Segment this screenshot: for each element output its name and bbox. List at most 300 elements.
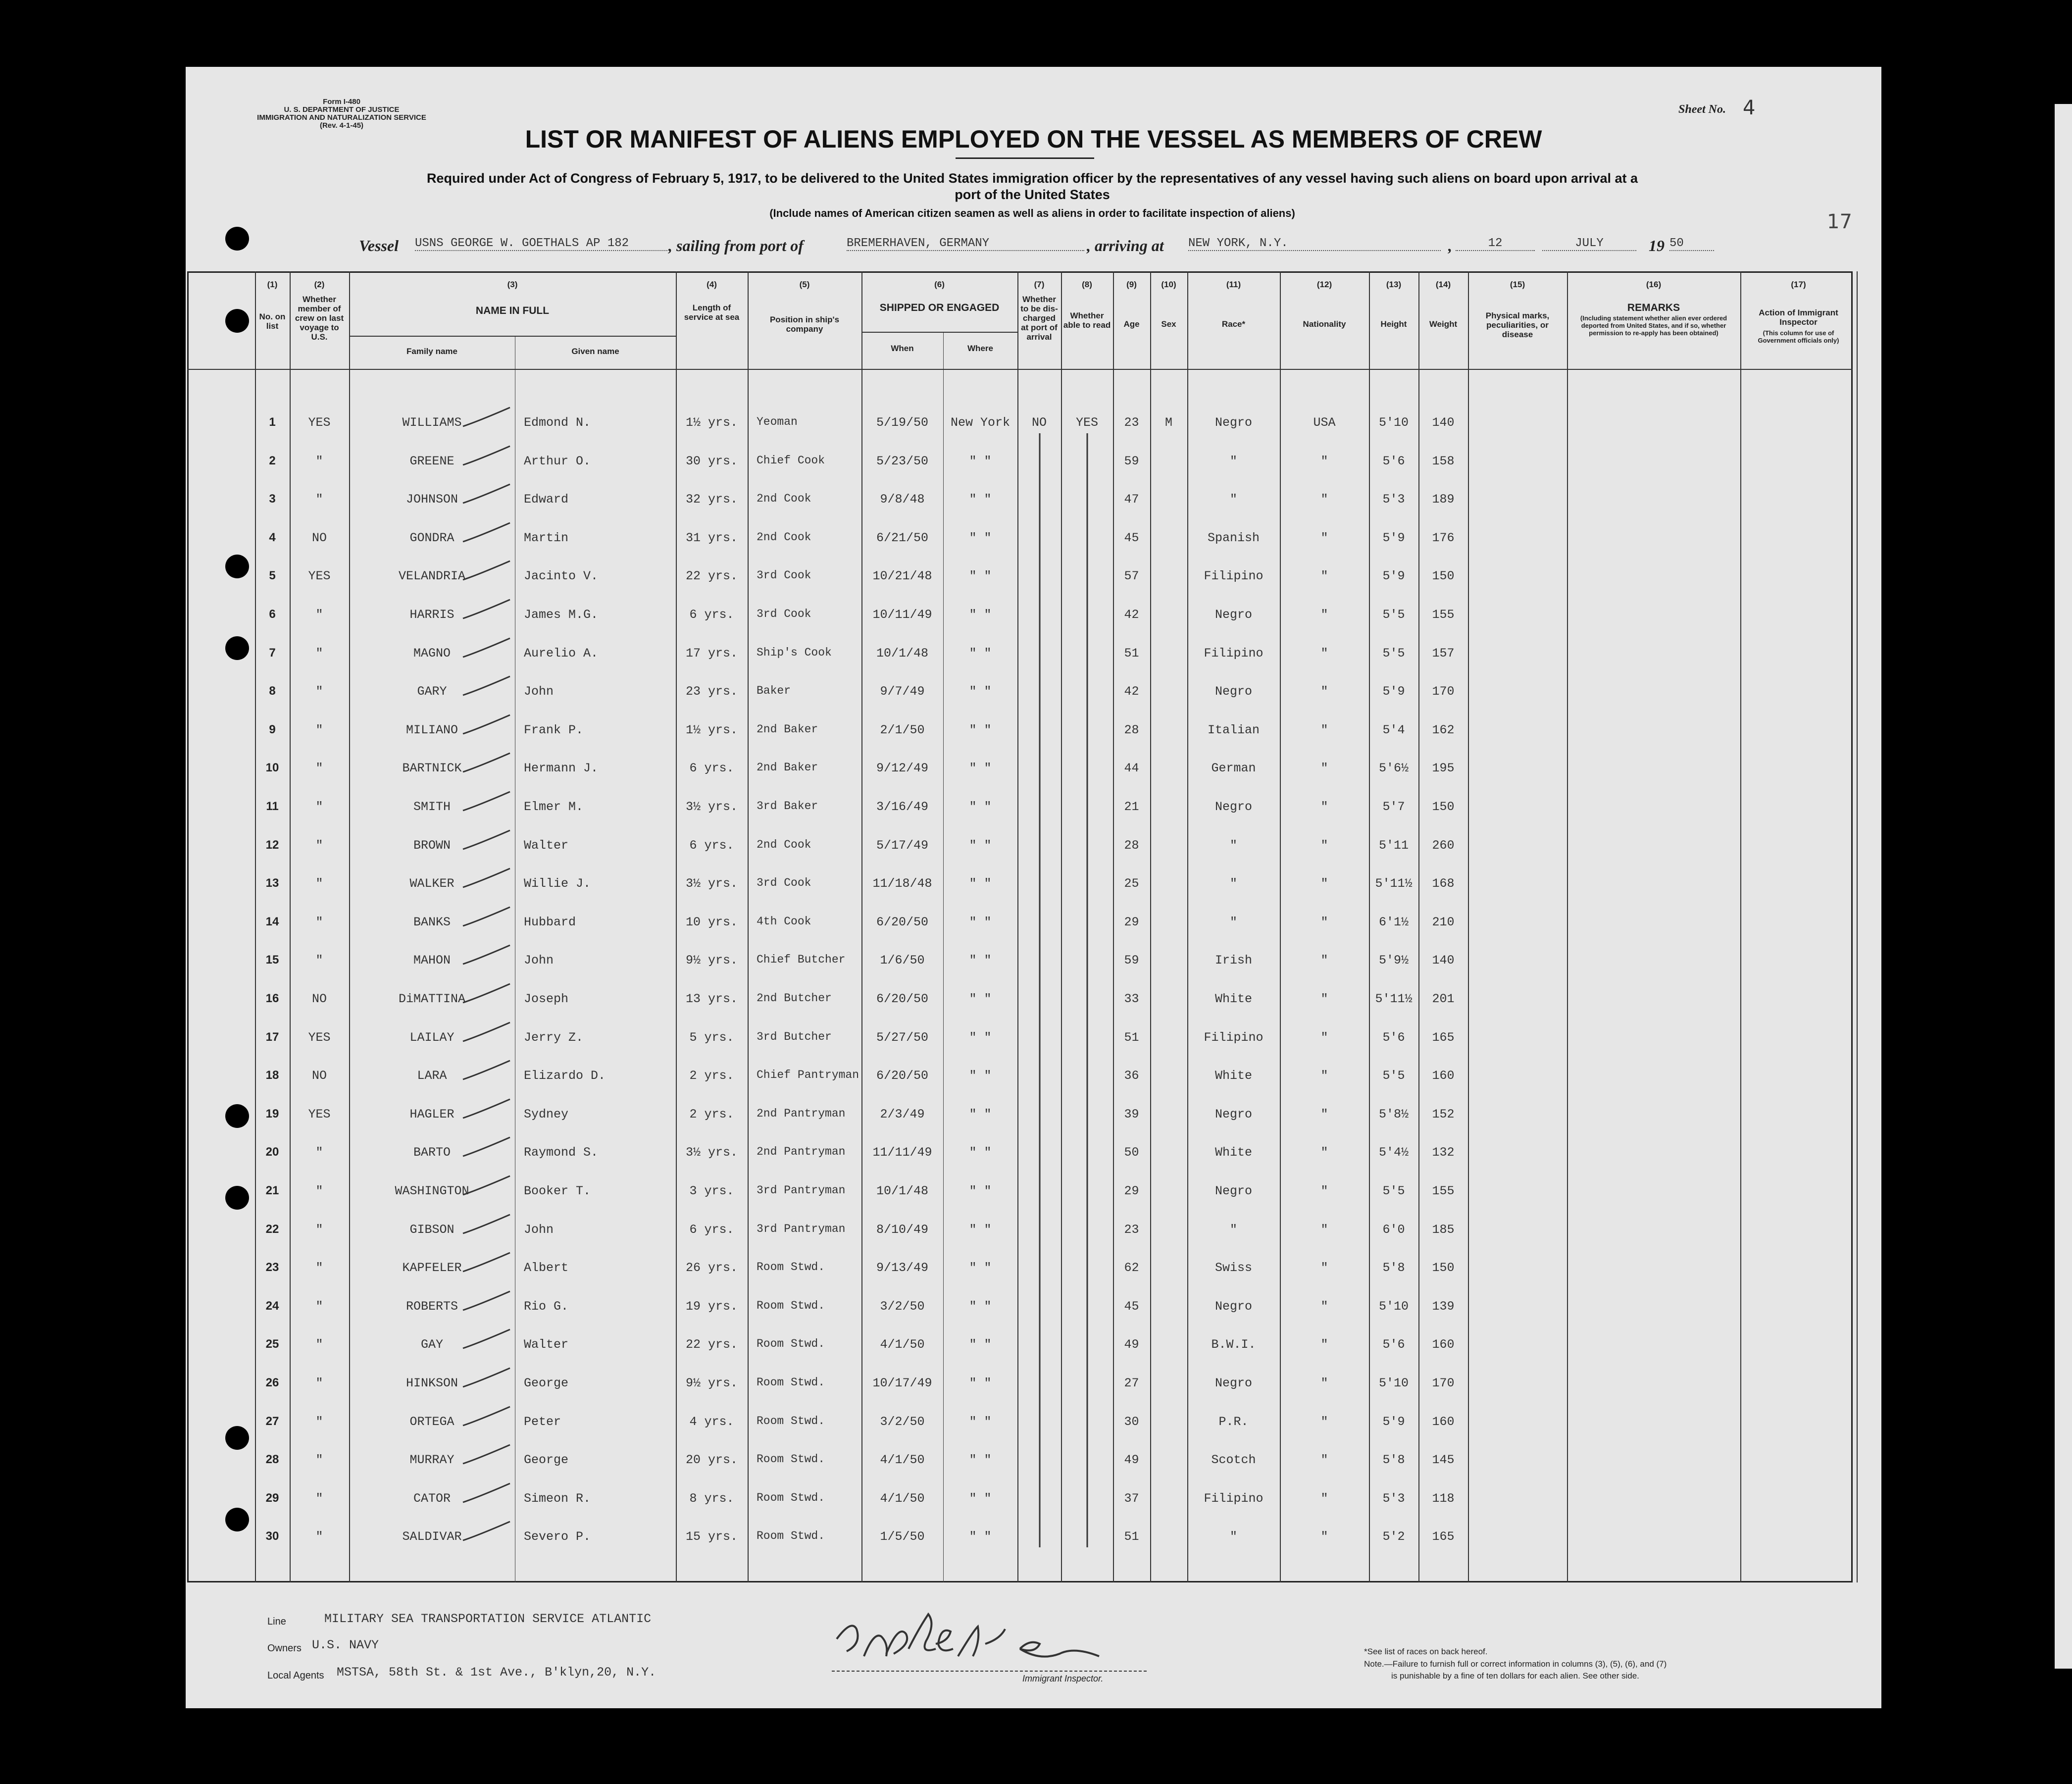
length-of-service-cell: 9½ yrs. bbox=[685, 953, 738, 968]
check-mark bbox=[463, 1253, 510, 1272]
weight-cell: 185 bbox=[1432, 1223, 1455, 1237]
given-name-cell: Walter bbox=[524, 838, 569, 853]
row-number-cell: 29 bbox=[265, 1491, 279, 1505]
member-last-voyage-cell: " bbox=[315, 1415, 323, 1429]
member-last-voyage-cell: " bbox=[315, 1337, 323, 1352]
nationality-cell: " bbox=[1320, 1145, 1328, 1160]
family-name-cell: LARA bbox=[417, 1069, 447, 1083]
given-name-cell: Joseph bbox=[524, 992, 569, 1006]
family-name-cell: DiMATTINA bbox=[398, 992, 466, 1006]
position-cell: Chief Pantryman bbox=[757, 1069, 859, 1081]
age-cell: 33 bbox=[1124, 992, 1139, 1006]
race-cell: " bbox=[1229, 876, 1237, 891]
race-note: *See list of races on back hereof. bbox=[1364, 1647, 1488, 1656]
height-cell: 6'0 bbox=[1382, 1223, 1405, 1237]
shipped-where-cell: " " bbox=[969, 1223, 992, 1237]
member-last-voyage-cell: NO bbox=[311, 1069, 327, 1083]
year-suffix: 50 bbox=[1669, 237, 1714, 251]
race-cell: " bbox=[1229, 1529, 1237, 1544]
race-cell: " bbox=[1229, 915, 1237, 929]
race-cell: Spanish bbox=[1207, 531, 1260, 545]
nationality-cell: " bbox=[1320, 1030, 1328, 1045]
position-cell: Room Stwd. bbox=[757, 1453, 825, 1466]
member-last-voyage-cell: " bbox=[315, 454, 323, 468]
position-cell: Yeoman bbox=[757, 415, 798, 428]
given-name-cell: Sydney bbox=[524, 1107, 569, 1121]
weight-cell: 189 bbox=[1432, 492, 1455, 507]
family-name-cell: WALKER bbox=[409, 876, 455, 891]
position-cell: 3rd Butcher bbox=[757, 1030, 832, 1043]
shipped-when-cell: 1/6/50 bbox=[880, 953, 925, 968]
line-value: MILITARY SEA TRANSPORTATION SERVICE ATLANTIC bbox=[324, 1612, 652, 1626]
height-cell: 5'10 bbox=[1378, 415, 1409, 430]
age-cell: 23 bbox=[1124, 1223, 1139, 1237]
given-name-cell: Peter bbox=[524, 1415, 561, 1429]
shipped-when-cell: 10/21/48 bbox=[872, 569, 932, 583]
race-cell: Filipino bbox=[1204, 569, 1263, 583]
shipped-where-cell: " " bbox=[969, 800, 992, 814]
family-name-cell: HAGLER bbox=[409, 1107, 455, 1121]
header-action: Action of Immigrant Inspector bbox=[1759, 308, 1838, 327]
member-last-voyage-cell: YES bbox=[308, 569, 331, 583]
nationality-cell: " bbox=[1320, 454, 1328, 468]
family-name-cell: HARRIS bbox=[409, 608, 455, 622]
weight-cell: 160 bbox=[1432, 1337, 1455, 1352]
race-cell: Filipino bbox=[1204, 1491, 1263, 1506]
shipped-when-cell: 10/1/48 bbox=[876, 646, 929, 661]
position-cell: 3rd Pantryman bbox=[757, 1184, 846, 1197]
shipped-where-cell: " " bbox=[969, 992, 992, 1006]
check-mark bbox=[463, 676, 510, 695]
given-name-cell: Edward bbox=[524, 492, 569, 507]
row-number-cell: 30 bbox=[265, 1529, 279, 1543]
shipped-when-cell: 3/16/49 bbox=[876, 800, 929, 814]
height-cell: 5'9 bbox=[1382, 569, 1405, 583]
position-cell: 3rd Cook bbox=[757, 876, 811, 889]
family-name-cell: GIBSON bbox=[409, 1223, 455, 1237]
col-num-1: (1) bbox=[267, 280, 278, 289]
height-cell: 6'1½ bbox=[1378, 915, 1409, 929]
shipped-where-cell: " " bbox=[969, 1491, 992, 1506]
age-cell: 37 bbox=[1124, 1491, 1139, 1506]
nationality-cell: " bbox=[1320, 992, 1328, 1006]
given-name-cell: Elmer M. bbox=[524, 800, 584, 814]
family-name-cell: MURRAY bbox=[409, 1453, 455, 1467]
nationality-cell: " bbox=[1320, 1184, 1328, 1198]
year-prefix: 19 bbox=[1649, 237, 1665, 255]
row-number-cell: 13 bbox=[265, 876, 279, 890]
row-number-cell: 7 bbox=[269, 646, 276, 660]
given-name-cell: James M.G. bbox=[524, 608, 599, 622]
check-mark bbox=[463, 1137, 510, 1156]
length-of-service-cell: 13 yrs. bbox=[685, 992, 738, 1006]
nationality-cell: " bbox=[1320, 569, 1328, 583]
shipped-where-cell: " " bbox=[969, 531, 992, 545]
family-name-cell: ORTEGA bbox=[409, 1415, 455, 1429]
weight-cell: 160 bbox=[1432, 1415, 1455, 1429]
header-where: Where bbox=[967, 344, 993, 353]
given-name-cell: John bbox=[524, 953, 554, 968]
shipped-when-cell: 5/17/49 bbox=[876, 838, 929, 853]
height-cell: 5'11 bbox=[1378, 838, 1409, 853]
member-last-voyage-cell: " bbox=[315, 1145, 323, 1160]
given-name-cell: Jerry Z. bbox=[524, 1030, 584, 1045]
form-rev: (Rev. 4-1-45) bbox=[319, 121, 364, 130]
header-nationality: Nationality bbox=[1303, 319, 1346, 329]
nationality-cell: " bbox=[1320, 915, 1328, 929]
shipped-where-cell: " " bbox=[969, 1030, 992, 1045]
col-num-7: (7) bbox=[1034, 280, 1045, 289]
arriving-value: NEW YORK, N.Y. bbox=[1188, 237, 1441, 251]
age-cell: 29 bbox=[1124, 1184, 1139, 1198]
age-cell: 39 bbox=[1124, 1107, 1139, 1121]
height-cell: 5'4½ bbox=[1378, 1145, 1409, 1160]
age-cell: 50 bbox=[1124, 1145, 1139, 1160]
position-cell: Chief Butcher bbox=[757, 953, 846, 966]
row-number-cell: 24 bbox=[265, 1299, 279, 1313]
row-number-cell: 5 bbox=[269, 569, 276, 582]
member-last-voyage-cell: " bbox=[315, 1376, 323, 1390]
shipped-where-cell: " " bbox=[969, 723, 992, 737]
weight-cell: 140 bbox=[1432, 415, 1455, 430]
shipped-when-cell: 5/27/50 bbox=[876, 1030, 929, 1045]
shipped-when-cell: 4/1/50 bbox=[880, 1453, 925, 1467]
owners-value: U.S. NAVY bbox=[312, 1638, 379, 1652]
date-separator: , bbox=[1448, 237, 1452, 255]
page-title: LIST OR MANIFEST OF ALIENS EMPLOYED ON THE VESSEL AS MEMBERS OF CREW bbox=[525, 125, 1542, 153]
height-cell: 5'10 bbox=[1378, 1299, 1409, 1314]
check-mark bbox=[463, 984, 510, 1003]
race-cell: Negro bbox=[1214, 1107, 1252, 1121]
shipped-when-cell: 9/13/49 bbox=[876, 1261, 929, 1275]
row-number-cell: 1 bbox=[269, 415, 276, 429]
age-cell: 45 bbox=[1124, 531, 1139, 545]
weight-cell: 165 bbox=[1432, 1529, 1455, 1544]
header-remarks-sub: (Including statement whether alien ever ordered deported from United States, and if so, whether permission to re-apply has been obtained) bbox=[1580, 314, 1727, 337]
given-name-cell: Aurelio A. bbox=[524, 646, 599, 661]
subtitle-line-2: port of the United States bbox=[955, 187, 1110, 202]
row-number-cell: 8 bbox=[269, 684, 276, 698]
weight-cell: 152 bbox=[1432, 1107, 1455, 1121]
header-when: When bbox=[891, 344, 914, 353]
shipped-when-cell: 11/11/49 bbox=[872, 1145, 932, 1160]
position-cell: 3rd Cook bbox=[757, 569, 811, 582]
row-number-cell: 15 bbox=[265, 953, 279, 967]
member-last-voyage-cell: " bbox=[315, 1223, 323, 1237]
position-cell: Room Stwd. bbox=[757, 1529, 825, 1542]
shipped-when-cell: 6/20/50 bbox=[876, 915, 929, 929]
position-cell: Room Stwd. bbox=[757, 1337, 825, 1350]
header-remarks: REMARKS bbox=[1627, 302, 1680, 313]
given-name-cell: Raymond S. bbox=[524, 1145, 599, 1160]
inspector-signature bbox=[837, 1614, 1099, 1657]
discharged-cell: NO bbox=[1031, 415, 1047, 430]
length-of-service-cell: 19 yrs. bbox=[685, 1299, 738, 1314]
col-num-10: (10) bbox=[1161, 280, 1176, 289]
length-of-service-cell: 8 yrs. bbox=[689, 1491, 734, 1506]
position-cell: 2nd Cook bbox=[757, 838, 811, 851]
family-name-cell: BROWN bbox=[413, 838, 451, 853]
header-action-sub: (This column for use of Government officials only) bbox=[1758, 329, 1839, 344]
subtitle-line-1: Required under Act of Congress of February 5, 1917, to be delivered to the United States immigration officer by the representatives of any vessel having such aliens on board upon arrival at a bbox=[426, 171, 1638, 186]
header-race: Race* bbox=[1221, 319, 1246, 329]
shipped-where-cell: " " bbox=[969, 1529, 992, 1544]
height-cell: 5'6 bbox=[1382, 1337, 1405, 1352]
member-last-voyage-cell: YES bbox=[308, 415, 331, 430]
shipped-when-cell: 3/2/50 bbox=[880, 1415, 925, 1429]
length-of-service-cell: 1½ yrs. bbox=[685, 415, 738, 430]
nationality-cell: " bbox=[1320, 1376, 1328, 1390]
check-mark bbox=[463, 523, 510, 542]
check-mark bbox=[463, 1176, 510, 1195]
row-number-cell: 19 bbox=[265, 1107, 279, 1121]
header-length-service: Length of service at sea bbox=[684, 303, 740, 322]
member-last-voyage-cell: " bbox=[315, 646, 323, 661]
header-discharged: Whether to be dis-charged at port of arrival bbox=[1020, 295, 1058, 342]
height-cell: 5'3 bbox=[1382, 1491, 1405, 1506]
length-of-service-cell: 31 yrs. bbox=[685, 531, 738, 545]
race-cell: " bbox=[1229, 492, 1237, 507]
position-cell: Room Stwd. bbox=[757, 1261, 825, 1274]
shipped-where-cell: " " bbox=[969, 1184, 992, 1198]
weight-cell: 140 bbox=[1432, 953, 1455, 968]
shipped-when-cell: 9/7/49 bbox=[880, 684, 925, 699]
shipped-where-cell: " " bbox=[969, 838, 992, 853]
check-mark bbox=[463, 1329, 510, 1348]
shipped-when-cell: 10/17/49 bbox=[872, 1376, 932, 1390]
check-mark bbox=[463, 753, 510, 772]
sheet-label: Sheet No. bbox=[1678, 103, 1726, 116]
position-cell: Room Stwd. bbox=[757, 1491, 825, 1504]
weight-cell: 170 bbox=[1432, 684, 1455, 699]
height-cell: 5'8½ bbox=[1378, 1107, 1409, 1121]
length-of-service-cell: 9½ yrs. bbox=[685, 1376, 738, 1390]
height-cell: 5'10 bbox=[1378, 1376, 1409, 1390]
check-mark bbox=[463, 945, 510, 964]
age-cell: 49 bbox=[1124, 1337, 1139, 1352]
shipped-when-cell: 4/1/50 bbox=[880, 1337, 925, 1352]
family-name-cell: KAPFELER bbox=[402, 1261, 462, 1275]
race-cell: White bbox=[1214, 1069, 1252, 1083]
height-cell: 5'2 bbox=[1382, 1529, 1405, 1544]
shipped-where-cell: " " bbox=[969, 1337, 992, 1352]
check-mark bbox=[463, 1445, 510, 1464]
length-of-service-cell: 1½ yrs. bbox=[685, 723, 738, 737]
position-cell: 2nd Butcher bbox=[757, 992, 832, 1005]
member-last-voyage-cell: YES bbox=[308, 1107, 331, 1121]
col-num-8: (8) bbox=[1082, 280, 1092, 289]
weight-cell: 168 bbox=[1432, 876, 1455, 891]
family-name-cell: SMITH bbox=[413, 800, 451, 814]
family-name-cell: MAHON bbox=[413, 953, 451, 968]
weight-cell: 157 bbox=[1432, 646, 1455, 661]
length-of-service-cell: 4 yrs. bbox=[689, 1415, 734, 1429]
weight-cell: 139 bbox=[1432, 1299, 1455, 1314]
col-num-13: (13) bbox=[1386, 280, 1402, 289]
row-number-cell: 10 bbox=[265, 761, 279, 774]
height-cell: 5'11½ bbox=[1375, 876, 1413, 891]
col-num-5: (5) bbox=[799, 280, 810, 289]
position-cell: 2nd Baker bbox=[757, 723, 818, 736]
row-number-cell: 25 bbox=[265, 1337, 279, 1351]
position-cell: 2nd Pantryman bbox=[757, 1107, 846, 1120]
form-id: Form I-480 bbox=[323, 98, 360, 106]
able-to-read-cell: YES bbox=[1075, 415, 1098, 430]
position-cell: Chief Cook bbox=[757, 454, 825, 467]
nationality-cell: " bbox=[1320, 1299, 1328, 1314]
check-mark bbox=[463, 1291, 510, 1310]
weight-cell: 150 bbox=[1432, 569, 1455, 583]
shipped-where-cell: " " bbox=[969, 1069, 992, 1083]
check-mark bbox=[463, 638, 510, 657]
length-of-service-cell: 22 yrs. bbox=[685, 1337, 738, 1352]
row-number-cell: 18 bbox=[265, 1069, 279, 1082]
height-cell: 5'11½ bbox=[1375, 992, 1413, 1006]
member-last-voyage-cell: " bbox=[315, 1529, 323, 1544]
check-mark bbox=[463, 868, 510, 887]
race-cell: Negro bbox=[1214, 684, 1252, 699]
height-cell: 5'5 bbox=[1382, 1069, 1405, 1083]
member-last-voyage-cell: NO bbox=[311, 531, 327, 545]
col-num-4: (4) bbox=[707, 280, 717, 289]
age-cell: 51 bbox=[1124, 1030, 1139, 1045]
family-name-cell: BARTO bbox=[413, 1145, 451, 1160]
col-num-3: (3) bbox=[507, 280, 518, 289]
race-cell: Scotch bbox=[1211, 1453, 1256, 1467]
age-cell: 59 bbox=[1124, 454, 1139, 468]
weight-cell: 155 bbox=[1432, 608, 1455, 622]
header-member-last-voyage: Whether member of crew on last voyage to U.S. bbox=[295, 295, 344, 342]
height-cell: 5'5 bbox=[1382, 1184, 1405, 1198]
position-cell: Ship's Cook bbox=[757, 646, 832, 659]
family-name-cell: GAY bbox=[420, 1337, 443, 1352]
check-mark bbox=[463, 1368, 510, 1387]
length-of-service-cell: 6 yrs. bbox=[689, 1223, 734, 1237]
age-cell: 28 bbox=[1124, 723, 1139, 737]
height-cell: 5'9 bbox=[1382, 531, 1405, 545]
nationality-cell: " bbox=[1320, 1223, 1328, 1237]
age-cell: 21 bbox=[1124, 800, 1139, 814]
row-number-cell: 17 bbox=[265, 1030, 279, 1044]
check-mark bbox=[463, 1022, 510, 1041]
position-cell: 3rd Cook bbox=[757, 608, 811, 620]
family-name-cell: LAILAY bbox=[409, 1030, 455, 1045]
shipped-where-cell: " " bbox=[969, 454, 992, 468]
check-mark bbox=[463, 1099, 510, 1118]
length-of-service-cell: 2 yrs. bbox=[689, 1107, 734, 1121]
weight-cell: 176 bbox=[1432, 531, 1455, 545]
weight-cell: 145 bbox=[1432, 1453, 1455, 1467]
race-cell: " bbox=[1229, 1223, 1237, 1237]
row-number-cell: 23 bbox=[265, 1261, 279, 1274]
shipped-when-cell: 10/11/49 bbox=[872, 608, 932, 622]
length-of-service-cell: 30 yrs. bbox=[685, 454, 738, 468]
nationality-cell: " bbox=[1320, 531, 1328, 545]
age-cell: 23 bbox=[1124, 415, 1139, 430]
given-name-cell: Willie J. bbox=[524, 876, 591, 891]
nationality-cell: " bbox=[1320, 761, 1328, 775]
race-cell: Negro bbox=[1214, 608, 1252, 622]
position-cell: Baker bbox=[757, 684, 791, 697]
shipped-when-cell: 2/1/50 bbox=[880, 723, 925, 737]
row-number-cell: 14 bbox=[265, 915, 279, 928]
check-mark bbox=[463, 561, 510, 580]
col-num-16: (16) bbox=[1646, 280, 1662, 289]
length-of-service-cell: 5 yrs. bbox=[689, 1030, 734, 1045]
header-height: Height bbox=[1380, 319, 1407, 329]
penalty-note-2: is punishable by a fine of ten dollars for each alien. See other side. bbox=[1391, 1671, 1639, 1681]
family-name-cell: WILLIAMS bbox=[402, 415, 462, 430]
line-label: Line bbox=[267, 1616, 286, 1627]
race-cell: Irish bbox=[1214, 953, 1252, 968]
nationality-cell: " bbox=[1320, 838, 1328, 853]
shipped-when-cell: 9/8/48 bbox=[880, 492, 925, 507]
arrival-month: JULY bbox=[1542, 237, 1636, 251]
member-last-voyage-cell: " bbox=[315, 608, 323, 622]
member-last-voyage-cell: " bbox=[315, 838, 323, 853]
member-last-voyage-cell: " bbox=[315, 492, 323, 507]
height-cell: 5'8 bbox=[1382, 1453, 1405, 1467]
nationality-cell: " bbox=[1320, 723, 1328, 737]
height-cell: 5'9 bbox=[1382, 684, 1405, 699]
given-name-cell: Severo P. bbox=[524, 1529, 591, 1544]
race-cell: B.W.I. bbox=[1211, 1337, 1256, 1352]
family-name-cell: HINKSON bbox=[405, 1376, 458, 1390]
sex-cell: M bbox=[1164, 415, 1172, 430]
weight-cell: 158 bbox=[1432, 454, 1455, 468]
shipped-when-cell: 3/2/50 bbox=[880, 1299, 925, 1314]
row-number-cell: 16 bbox=[265, 992, 279, 1005]
header-family-name: Family name bbox=[406, 347, 457, 356]
given-name-cell: George bbox=[524, 1376, 569, 1390]
header-physical-marks: Physical marks, peculiarities, or disease bbox=[1485, 311, 1550, 339]
check-mark bbox=[463, 484, 510, 503]
length-of-service-cell: 6 yrs. bbox=[689, 761, 734, 775]
member-last-voyage-cell: " bbox=[315, 953, 323, 968]
race-cell: Filipino bbox=[1204, 1030, 1263, 1045]
weight-cell: 155 bbox=[1432, 1184, 1455, 1198]
shipped-where-cell: " " bbox=[969, 684, 992, 699]
shipped-when-cell: 6/21/50 bbox=[876, 531, 929, 545]
given-name-cell: John bbox=[524, 684, 554, 699]
shipped-where-cell: " " bbox=[969, 1453, 992, 1467]
race-cell: Negro bbox=[1214, 415, 1252, 430]
col-num-15: (15) bbox=[1510, 280, 1525, 289]
weight-cell: 165 bbox=[1432, 1030, 1455, 1045]
age-cell: 57 bbox=[1124, 569, 1139, 583]
nationality-cell: " bbox=[1320, 1107, 1328, 1121]
col-num-6: (6) bbox=[934, 280, 945, 289]
race-cell: Negro bbox=[1214, 1376, 1252, 1390]
shipped-when-cell: 5/19/50 bbox=[876, 415, 929, 430]
shipped-when-cell: 1/5/50 bbox=[880, 1529, 925, 1544]
age-cell: 59 bbox=[1124, 953, 1139, 968]
shipped-when-cell: 5/23/50 bbox=[876, 454, 929, 468]
position-cell: 2nd Baker bbox=[757, 761, 818, 774]
position-cell: 3rd Baker bbox=[757, 800, 818, 813]
form-dept: U. S. DEPARTMENT OF JUSTICE bbox=[284, 105, 400, 114]
nationality-cell: " bbox=[1320, 1337, 1328, 1352]
header-age: Age bbox=[1123, 319, 1140, 329]
header-given-name: Given name bbox=[571, 347, 619, 356]
age-cell: 30 bbox=[1124, 1415, 1139, 1429]
race-cell: Italian bbox=[1207, 723, 1260, 737]
position-cell: Room Stwd. bbox=[757, 1299, 825, 1312]
weight-cell: 210 bbox=[1432, 915, 1455, 929]
shipped-where-cell: " " bbox=[969, 608, 992, 622]
length-of-service-cell: 3½ yrs. bbox=[685, 1145, 738, 1160]
row-number-cell: 11 bbox=[266, 800, 279, 813]
